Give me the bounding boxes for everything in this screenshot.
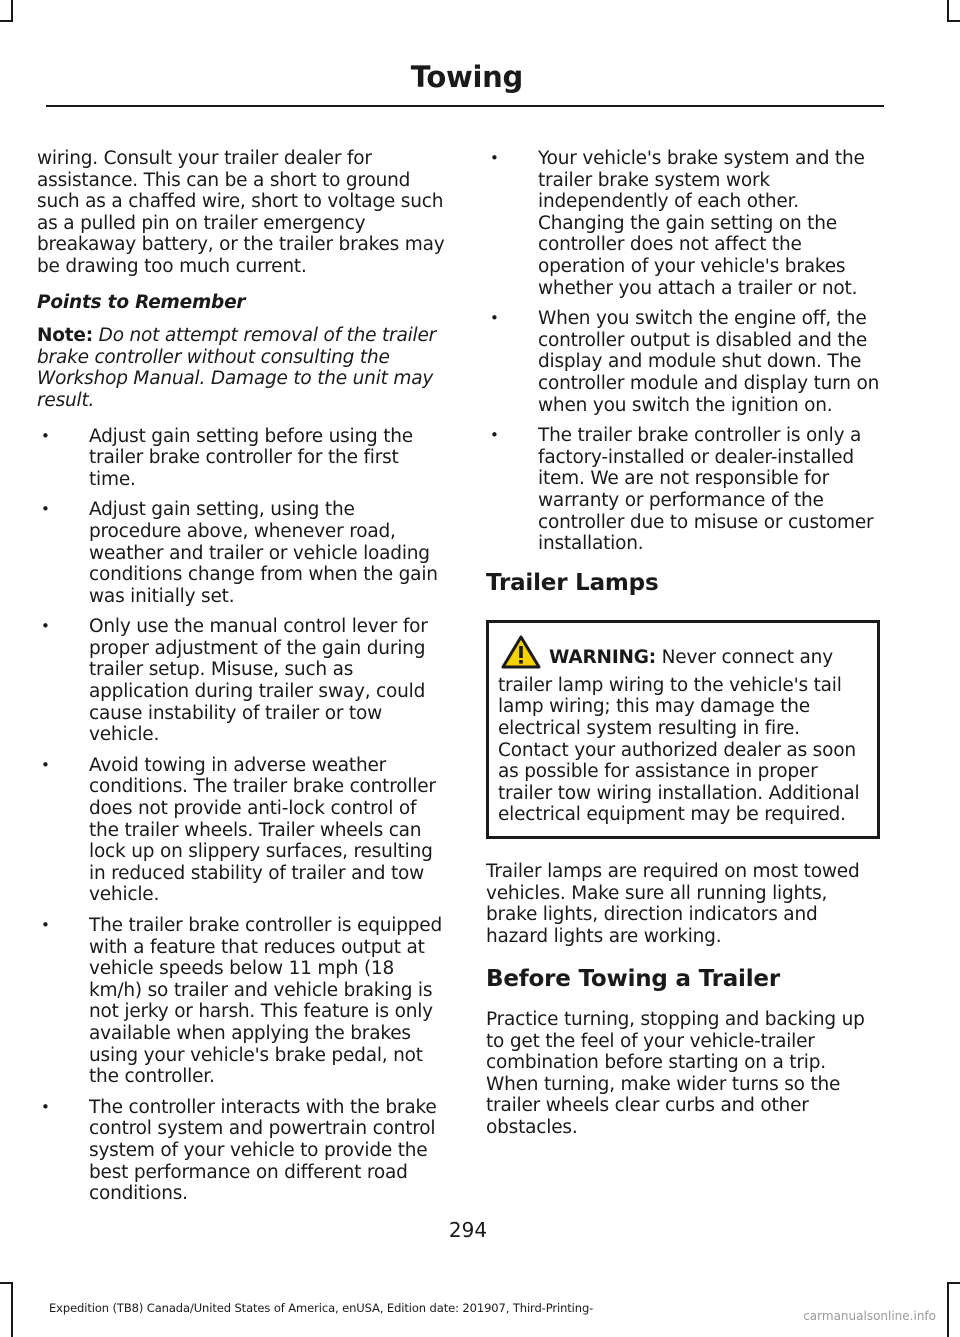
points-to-remember-heading: Points to Remember [37, 291, 246, 313]
points-list [37, 426, 449, 1205]
list-item: • Avoid towing in adverse weather conditions. The trailer brake controller does not provide anti-lock control of the trailer wheels. Trailer wheels can lock up on slippery surfaces, resulting in reduced stability of trailer and tow vehicle. [37, 755, 449, 906]
list-item: • When you switch the engine off, the controller output is disabled and the display and module shut down. The controller module and display turn on when you switch the ignition on. [486, 308, 880, 416]
trailer-lamps-paragraph: Trailer lamps are required on most towed vehicles. Make sure all running lights, brake lights, direction indicators and hazard lights are working. [486, 861, 860, 947]
crop-mark-top-left [11, 0, 13, 22]
note-text: Do not attempt removal of the trailer brake controller without consulting the Workshop Manual. Damage to the unit may result. [37, 325, 437, 411]
right-column [486, 148, 880, 1153]
note-label: Note: [37, 325, 93, 347]
list-item: • The trailer brake controller is only a factory-installed or dealer-installed item. We are not responsible for warranty or performance of the controller due to misuse or customer installation. [486, 425, 880, 555]
list-item: • The controller interacts with the brake control system and powertrain control system of your vehicle to provide the best performance on different road conditions. [37, 1097, 449, 1205]
intro-paragraph: wiring. Consult your trailer dealer for assistance. This can be a short to ground such as a chaffed wire, short to voltage such as a pulled pin on trailer emergency breakaway battery, or the trailer brakes may be drawing too much current. [37, 148, 445, 277]
header-divider [46, 105, 884, 107]
crop-mark-bottom-left [11, 1282, 13, 1337]
crop-mark-bottom-right-h [947, 1282, 960, 1284]
before-towing-heading: Before Towing a Trailer [486, 966, 780, 993]
list-item: • The trailer brake controller is equipped with a feature that reduces output at vehicle speeds below 11 mph (18 km/h) so trailer and vehicle braking is not jerky or harsh. This feature is only available when applying the brakes using your vehicle's brake pedal, not the controller. [37, 915, 449, 1088]
crop-mark-top-right [947, 0, 949, 22]
warning-triangle-icon [501, 635, 541, 675]
crop-mark-bottom-right [947, 1282, 949, 1337]
watermark: carmanualsonline.info [803, 1309, 936, 1323]
left-column [37, 148, 449, 1219]
crop-mark-bottom-left-h [0, 1282, 13, 1284]
list-item: • Your vehicle's brake system and the trailer brake system work independently of each other. Changing the gain setting on the controller does not affect the operation of your vehicle's brakes whether you attach a trailer or not. [486, 148, 880, 299]
warning-box [486, 620, 880, 839]
note-paragraph [37, 325, 449, 411]
footer-edition-info: Expedition (TB8) Canada/United States of America, enUSA, Edition date: 201907, Third-Printing- [49, 1301, 594, 1315]
page-title: Towing [410, 60, 523, 94]
page-number: 294 [448, 1218, 488, 1242]
list-item: • Adjust gain setting before using the trailer brake controller for the first time. [37, 426, 449, 491]
before-towing-paragraph: Practice turning, stopping and backing up to get the feel of your vehicle-trailer combination before starting on a trip. When turning, make wider turns so the trailer wheels clear curbs and other obstacles. [486, 1009, 865, 1138]
crop-mark-top-left-h [0, 20, 13, 22]
controller-notes-list [486, 148, 880, 555]
trailer-lamps-heading: Trailer Lamps [486, 569, 659, 596]
list-item: • Adjust gain setting, using the procedure above, whenever road, weather and trailer or vehicle loading conditions change from when the gain was initially set. [37, 499, 449, 607]
crop-mark-top-right-h [947, 20, 960, 22]
warning-text: Never connect any trailer lamp wiring to the vehicle's tail lamp wiring; this may damage the electrical system resulting in fire. Contact your authorized dealer as soon as possible for assistance in proper trailer tow wiring installation. Additional electrical equipment may be required. [498, 647, 860, 826]
warning-label: WARNING: [549, 647, 656, 669]
list-item: • Only use the manual control lever for proper adjustment of the gain during trailer setup. Misuse, such as application during trailer sway, could cause instability of trailer or tow vehicle. [37, 616, 449, 746]
